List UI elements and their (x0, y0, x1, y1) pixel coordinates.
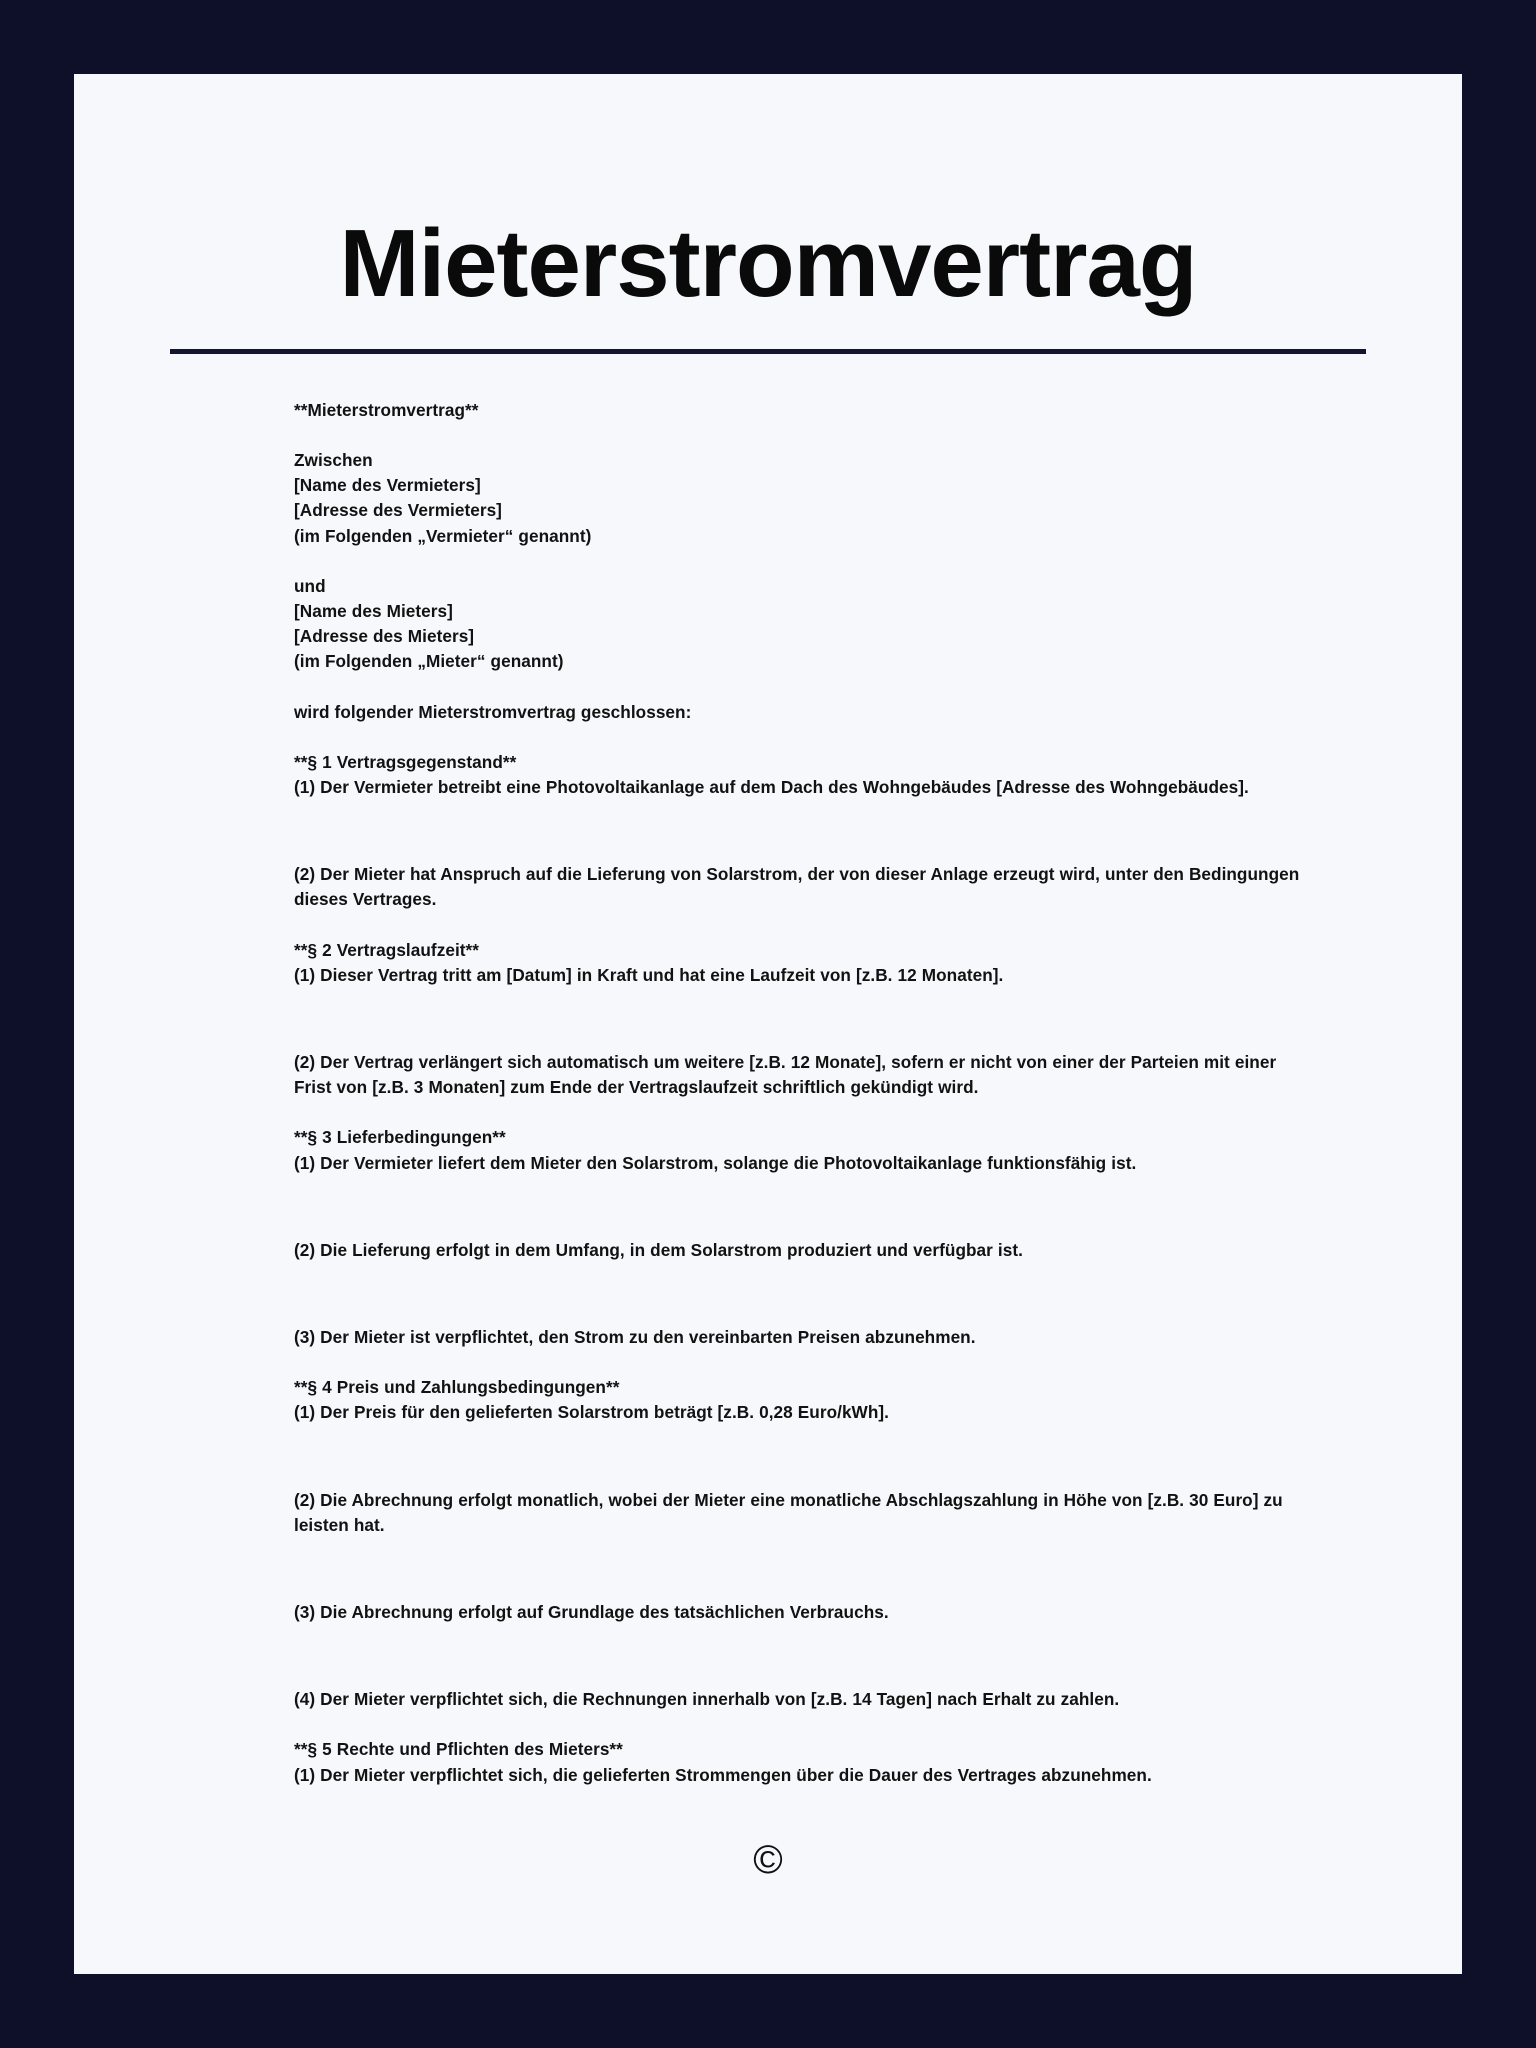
section-clause: (3) Der Mieter ist verpflichtet, den Strom zu den vereinbarten Preisen abzunehmen. (294, 1327, 976, 1348)
spacer (74, 1625, 1462, 1687)
section-heading: **§ 5 Rechte und Pflichten des Mieters** (294, 1739, 623, 1760)
sections-container (74, 725, 1462, 1788)
and-label: und (294, 575, 326, 596)
section-group (74, 938, 1462, 988)
section-clause-block (74, 1050, 1462, 1100)
section-clause: (2) Der Mieter hat Anspruch auf die Lieferung von Solarstrom, der von dieser Anlage erzeugt wird, unter den Bedingungen dieses Vertrages. (294, 864, 1305, 910)
section-clause: (1) Der Vermieter liefert dem Mieter den Solarstrom, solange die Photovoltaikanlage funktionsfähig ist. (294, 1152, 1137, 1173)
section-group (74, 750, 1462, 800)
section-clause-block (74, 1238, 1462, 1263)
tenant-address: [Adresse des Mieters] (294, 626, 475, 647)
spacer (74, 1263, 1462, 1325)
document-body (74, 354, 1462, 1880)
section-clause-block (74, 1687, 1462, 1712)
document-page (74, 74, 1462, 1974)
spacer (74, 549, 1462, 574)
section-clause: (1) Dieser Vertrag tritt am [Datum] in Kraft und hat eine Laufzeit von [z.B. 12 Monaten]. (294, 964, 1004, 985)
spacer (74, 1350, 1462, 1375)
preamble-text: wird folgender Mieterstromvertrag geschlossen: (294, 701, 692, 722)
spacer (74, 423, 1462, 448)
spacer (74, 988, 1462, 1050)
section-clause-block (74, 1488, 1462, 1538)
section-clause: (2) Die Lieferung erfolgt in dem Umfang, in dem Solarstrom produziert und verfügbar ist. (294, 1239, 1023, 1260)
preamble-block (74, 700, 1462, 725)
section-clause: (1) Der Preis für den gelieferten Solarstrom beträgt [z.B. 0,28 Euro/kWh]. (294, 1402, 889, 1423)
tenant-party-block (74, 574, 1462, 675)
landlord-note: (im Folgenden „Vermieter“ genannt) (294, 525, 592, 546)
contract-heading-repeat (74, 398, 1462, 423)
spacer (74, 1712, 1462, 1737)
section-group (74, 1375, 1462, 1425)
section-heading: **§ 3 Lieferbedingungen** (294, 1127, 506, 1148)
spacer (74, 675, 1462, 700)
section-heading: **§ 2 Vertragslaufzeit** (294, 939, 480, 960)
section-group (74, 1125, 1462, 1175)
section-clause: (2) Die Abrechnung erfolgt monatlich, wobei der Mieter eine monatliche Abschlagszahlung in Höhe von [z.B. 30 Euro] zu leisten hat. (294, 1489, 1288, 1535)
section-heading: **§ 4 Preis und Zahlungsbedingungen** (294, 1377, 620, 1398)
section-clause-block (74, 862, 1462, 912)
section-heading: **§ 1 Vertragsgegenstand** (294, 751, 517, 772)
section-clause: (4) Der Mieter verpflichtet sich, die Rechnungen innerhalb von [z.B. 14 Tagen] nach Erhalt zu zahlen. (294, 1689, 1120, 1710)
landlord-party-block (74, 448, 1462, 549)
spacer (74, 1100, 1462, 1125)
section-clause-block (74, 1600, 1462, 1625)
spacer (74, 1426, 1462, 1488)
spacer (74, 913, 1462, 938)
section-clause: (1) Der Vermieter betreibt eine Photovoltaikanlage auf dem Dach des Wohngebäudes [Adresse des Wohngebäudes]. (294, 777, 1249, 798)
section-clause-block (74, 1325, 1462, 1350)
spacer (74, 1176, 1462, 1238)
tenant-note: (im Folgenden „Mieter“ genannt) (294, 651, 564, 672)
section-clause: (3) Die Abrechnung erfolgt auf Grundlage des tatsächlichen Verbrauchs. (294, 1602, 889, 1623)
spacer (74, 800, 1462, 862)
copyright-mark: © (753, 1837, 783, 1882)
page-title: Mieterstromvertrag (339, 210, 1197, 317)
section-group (74, 1737, 1462, 1787)
heading-repeat-line: **Mieterstromvertrag** (294, 399, 479, 420)
between-label: Zwischen (294, 450, 373, 470)
landlord-address: [Adresse des Vermieters] (294, 500, 502, 521)
tenant-name: [Name des Mieters] (294, 601, 453, 622)
section-clause: (2) Der Vertrag verlängert sich automatisch um weitere [z.B. 12 Monate], sofern er nicht von einer der Parteien mit einer Frist von [z.B. 3 Monaten] zum Ende der Vertragslaufzeit schriftlich gekündigt wird. (294, 1052, 1282, 1098)
landlord-name: [Name des Vermieters] (294, 475, 481, 496)
spacer (74, 725, 1462, 750)
section-clause: (1) Der Mieter verpflichtet sich, die gelieferten Strommengen über die Dauer des Vertrages abzunehmen. (294, 1764, 1152, 1785)
spacer (74, 1538, 1462, 1600)
